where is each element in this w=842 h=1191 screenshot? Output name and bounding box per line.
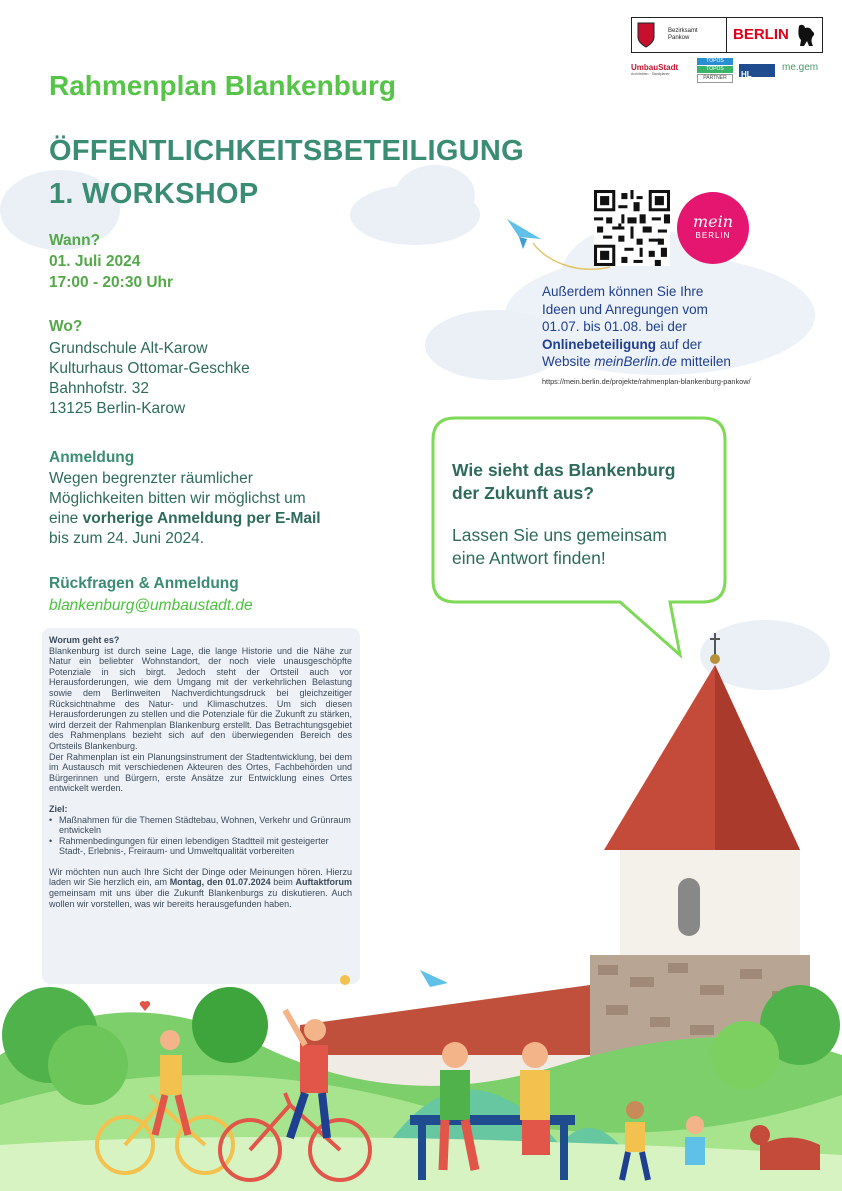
when-time: 17:00 - 20:30 Uhr xyxy=(49,274,174,291)
bubble-question-line: der Zukunft aus? xyxy=(452,483,594,503)
invitation-date: Montag, den 01.07.2024 xyxy=(169,877,271,888)
online-participation-text xyxy=(542,283,751,391)
mein-berlin-link[interactable]: meinBerlin.de xyxy=(594,354,677,370)
where-line: Grundschule Alt-Karow xyxy=(49,340,208,357)
when-date: 01. Juli 2024 xyxy=(49,253,141,270)
goal-heading: Ziel: xyxy=(49,803,68,814)
invitation-pre: Wir möchten nun auch Ihre Sicht der Dinge oder Meinungen hören. Hierzu laden wir Sie herzlich ein, am xyxy=(49,866,352,888)
online-line xyxy=(542,353,751,371)
coat-of-arms-icon xyxy=(637,22,655,48)
invitation-post: gemeinsam mit uns über die Zukunft Blankenburgs zu diskutieren. Auch wollen wir vorstellen, was wir bereits herausgefunden haben. xyxy=(49,888,352,909)
bubble-answer-line: eine Antwort finden! xyxy=(452,548,606,568)
decoration-dot xyxy=(340,975,350,985)
registration-line: bis zum 24. Juni 2024. xyxy=(49,530,205,547)
district-name: Bezirksamt Pankow xyxy=(668,28,698,41)
cloud-decoration xyxy=(395,165,475,225)
where-line: Bahnhofstr. 32 xyxy=(49,380,149,397)
bench-leg xyxy=(418,1125,426,1180)
online-line: Außerdem können Sie Ihre xyxy=(542,284,704,299)
registration-line: Wegen begrenzter räumlicher xyxy=(49,470,253,487)
child xyxy=(685,1116,705,1165)
when-section xyxy=(49,232,173,292)
where-label: Wo? xyxy=(49,318,83,335)
page-title-line1: ÖFFENTLICHKEITSBETEILIGUNG xyxy=(49,135,525,167)
invitation-mid: beim xyxy=(270,877,296,888)
bubble-question-line: Wie sieht das Blankenburg xyxy=(452,460,676,480)
paper-plane-icon xyxy=(505,215,615,285)
goal-text: Maßnahmen für die Themen Städtebau, Wohnen, Verkehr und Grünraum entwickeln xyxy=(59,814,351,836)
bench xyxy=(410,1115,575,1125)
when-label: Wann? xyxy=(49,232,101,249)
mein-berlin-logo[interactable] xyxy=(677,192,749,264)
registration-section xyxy=(49,449,321,549)
online-line5-pre: Website xyxy=(542,354,595,370)
bench-leg xyxy=(560,1125,568,1180)
elderly-woman xyxy=(520,1042,550,1155)
mein-logo-top: mein xyxy=(692,212,734,231)
bear-icon xyxy=(795,22,817,48)
page-title-line2: 1. WORKSHOP xyxy=(49,178,259,210)
where-line: Kulturhaus Ottomar-Geschke xyxy=(49,360,250,377)
topos-top: TOPOS xyxy=(697,58,733,65)
contact-email-link[interactable]: blankenburg@umbaustadt.de xyxy=(49,597,253,614)
tree xyxy=(711,1021,779,1089)
online-line: Ideen und Anregungen vom xyxy=(542,301,708,317)
mein-logo-bottom: BERLIN xyxy=(695,231,731,240)
hl-logo xyxy=(739,64,775,77)
info-paragraph: Blankenburg ist durch seine Lage, die lange Historie und die Nähe zur Natur ein beliebter Wohnstandort, der noch viele unausgeschöpfte Potenziale in sich birgt. Jedoch steht der Ortsteil auch vor Herausforderungen, wie dem Umgang mit der verkehrlichen Belastung sowie dem Berlinweiten Nachverdichtungsdruck bei gleichzeitiger Rücksichtnahme des Natur- und Klimaschutzes. Um sich diesen Herausforderungen zu stellen und die Potenziale für die Zukunft zu stärken, wird derzeit der Rahmenplan Blankenburg erstellt. Das Betrachtungsgebiet des Rahmenplans bezieht sich auf den überwiegenden Bereich des Ortsteils Blankenburg. xyxy=(49,645,352,751)
berlin-wordmark: BERLIN xyxy=(733,26,789,43)
paper-plane-icon xyxy=(420,970,448,987)
district-logo xyxy=(631,17,728,53)
bubble-answer xyxy=(452,524,667,570)
where-section xyxy=(49,318,250,419)
topos-mid: TOPOS xyxy=(697,66,733,73)
contact-section xyxy=(49,575,253,615)
tree xyxy=(192,987,268,1063)
heart-icon xyxy=(140,1001,150,1011)
contact-label: Rückfragen & Anmeldung xyxy=(49,575,239,592)
registration-email-emphasis: vorherige Anmeldung per E-Mail xyxy=(82,510,321,527)
page-subtitle: Rahmenplan Blankenburg xyxy=(49,70,396,101)
online-line xyxy=(542,336,751,354)
online-line5-rest: mitteilen xyxy=(676,354,731,370)
bubble-question xyxy=(452,459,676,505)
goal-text: Rahmenbedingungen für einen lebendigen Stadtteil mit gesteigerter Stadt-, Erlebnis-, Freiraum- und Umweltqualität vorbereiten xyxy=(59,835,329,857)
umbaustadt-tagline: Architekten · Stadtplaner xyxy=(631,72,670,76)
hl-wordmark: HL xyxy=(741,70,752,79)
online-participation-bold: Onlinebeteiligung xyxy=(542,336,656,352)
registration-line: Möglichkeiten bitten wir möglichst um xyxy=(49,490,306,507)
registration-label: Anmeldung xyxy=(49,449,135,466)
info-paragraph: Der Rahmenplan ist ein Planungsinstrument der Stadtentwicklung, bei dem im Austausch mit verschiedenen Akteuren des Ortes, Fachbehörden und Bürgerinnen und Bürgern, erste Ansätze zur Entwicklung eines Ortes entwickelt werden. xyxy=(49,751,352,794)
bullet-icon: • xyxy=(49,835,53,846)
topos-logo xyxy=(697,58,733,83)
umbaustadt-logo xyxy=(631,63,691,76)
topos-bottom: PARTNER xyxy=(697,74,733,83)
invitation-forum: Auftaktforum xyxy=(295,877,352,888)
where-line: 13125 Berlin-Karow xyxy=(49,400,186,417)
registration-line xyxy=(49,509,321,529)
bubble-answer-line: Lassen Sie uns gemeinsam xyxy=(452,525,667,545)
megem-logo: me.gem xyxy=(782,62,819,73)
bullet-icon: • xyxy=(49,814,53,825)
berlin-logo xyxy=(726,17,823,53)
registration-line3-pre: eine xyxy=(49,510,83,527)
online-line4-rest: auf der xyxy=(656,336,702,352)
online-line: 01.07. bis 01.08. bei der xyxy=(542,319,687,335)
tree xyxy=(48,1025,128,1105)
online-url[interactable]: https://mein.berlin.de/projekte/rahmenplan-blankenburg-pankow/ xyxy=(542,376,751,386)
village-illustration xyxy=(0,625,842,1191)
umbaustadt-wordmark: UmbauStadt xyxy=(631,63,679,72)
info-heading: Worum geht es? xyxy=(49,635,120,645)
